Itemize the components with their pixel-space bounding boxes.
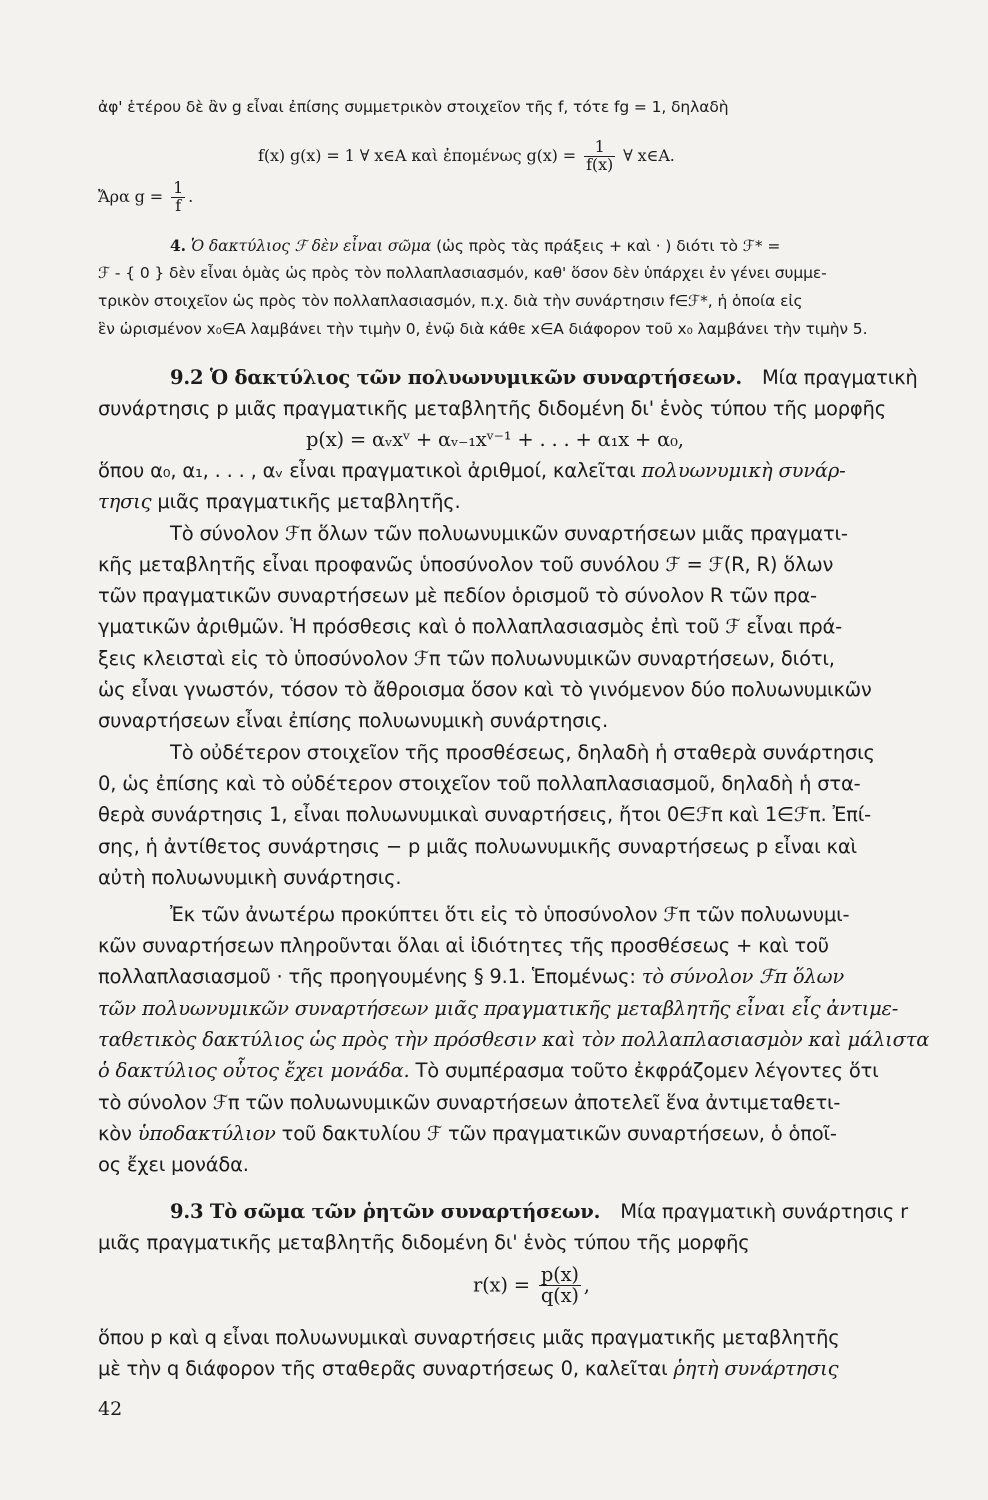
italic-term: τησις	[98, 490, 152, 513]
text-line: τῶν πραγματικῶν συναρτήσεων μὲ πεδίον ὁρισμοῦ τὸ σύνολον R τῶν πρα-	[98, 584, 817, 607]
text-line	[98, 459, 846, 482]
text-line: ἓν ὡρισμένον x₀∈A λαμβάνει τὴν τιμὴν 0, ἐνῷ διὰ κάθε x∈A διάφορον τοῦ x₀ λαμβάνει τὴν τιμὴν 5.	[98, 320, 868, 338]
italic-statement: ὁ δακτύλιος οὗτος ἔχει μονάδα.	[98, 1059, 410, 1082]
text-line: ὅπου p καὶ q εἶναι πολυωνυμικαὶ συναρτήσεις μιᾶς πραγματικῆς μεταβλητῆς	[98, 1326, 840, 1349]
page-number: 42	[98, 1398, 123, 1420]
fraction	[539, 1265, 581, 1307]
text-line: Τὸ οὐδέτερον στοιχεῖον τῆς προσθέσεως, δηλαδὴ ἡ σταθερὰ συνάρτησις	[170, 741, 875, 764]
text-line: αὐτὴ πολυωνυμικὴ συνάρτησις.	[98, 866, 402, 889]
italic-term: ὑποδακτύλιον	[137, 1122, 276, 1145]
fraction-numerator: 1	[173, 178, 184, 197]
text-line: μιᾶς πραγματικῆς μεταβλητῆς διδομένη δι' ἑνὸς τύπου τῆς μορφῆς	[98, 1231, 750, 1254]
fraction-denominator: q(x)	[540, 1284, 579, 1308]
text-line: ξεις κλεισταὶ εἰς τὸ ὑποσύνολον ℱπ τῶν πολυωνυμικῶν συναρτήσεων, διότι,	[98, 647, 835, 670]
italic-term: ῥητὴ συνάρτησις	[673, 1357, 839, 1380]
fraction-numerator: p(x)	[540, 1263, 579, 1286]
text-span: Μία πραγματικὴ	[761, 366, 918, 389]
text-line: τρικὸν στοιχεῖον ὡς πρὸς τὸν πολλαπλασιασμόν, π.χ. διὰ τὴν συνάρτησιν f∈ℱ*, ἡ ὁποία εἰς	[98, 292, 803, 310]
section-heading: 9.2 Ὁ δακτύλιος τῶν πολυωνυμικῶν συναρτήσεων.	[170, 366, 742, 389]
text-line: 0, ὡς ἐπίσης καὶ τὸ οὐδέτερον στοιχεῖον τοῦ πολλαπλασιασμοῦ, δηλαδὴ ἡ στα-	[98, 772, 861, 795]
text-span: Μία πραγματικὴ συνάρτησις r	[620, 1200, 908, 1223]
equation-text: ,	[583, 1273, 590, 1297]
text-line: τὸ σύνολον ℱπ τῶν πολυωνυμικῶν συναρτήσεων ἀποτελεῖ ἕνα ἀντιμεταθετι-	[98, 1091, 841, 1114]
italic-term: πολυωνυμικὴ συνάρ-	[641, 459, 846, 482]
text-line	[170, 236, 780, 255]
text-line: Ἐκ τῶν ἀνωτέρω προκύπτει ὅτι εἰς τὸ ὑποσύνολον ℱπ τῶν πολυωνυμι-	[170, 903, 850, 926]
italic-statement: Ὁ δακτύλιος ℱ δὲν εἶναι σῶμα	[190, 237, 432, 255]
equation-line	[473, 1265, 590, 1307]
equation-text: r(x) =	[473, 1273, 530, 1297]
item-number: 4.	[170, 236, 186, 255]
text-span: (ὡς πρὸς τὰς πράξεις + καὶ · ) διότι τὸ ℱ* =	[436, 237, 781, 255]
text-line: κῶν συναρτήσεων πληροῦνται ὅλαι αἱ ἰδιότητες τῆς προσθέσεως + καὶ τοῦ	[98, 934, 829, 957]
text-span: μιᾶς πραγματικῆς μεταβλητῆς.	[157, 490, 461, 513]
text-line: συνάρτησις p μιᾶς πραγματικῆς μεταβλητῆς διδομένη δι' ἑνὸς τύπου τῆς μορφῆς	[98, 397, 886, 420]
text-line: ℱ - { 0 } δὲν εἶναι ὁμὰς ὡς πρὸς τὸν πολλαπλασιασμόν, καθ' ὅσον δὲν ὑπάρχει ἐν γένει συμμε-	[98, 264, 827, 282]
text-line: ἀφ' ἑτέρου δὲ ἂν g εἶναι ἐπίσης συμμετρικὸν στοιχεῖον τῆς f, τότε fg = 1, δηλαδὴ	[98, 98, 729, 116]
text-line	[98, 1059, 879, 1082]
text-line: σης, ἡ ἀντίθετος συνάρτησις − p μιᾶς πολυωνυμικῆς συναρτήσεως p εἶναι καὶ	[98, 835, 857, 858]
equation-text: f(x) g(x) = 1 ∀ x∈A καὶ ἐπομένως g(x) =	[258, 145, 577, 165]
text-line	[98, 490, 461, 513]
text-span: πολλαπλασιασμοῦ · τῆς προηγουμένης § 9.1. Ἑπομένως:	[98, 965, 636, 988]
text-span: κὸν	[98, 1122, 132, 1145]
equation-line	[258, 139, 675, 174]
text-span: ὅπου α₀, α₁, . . . , αᵥ εἶναι πραγματικοὶ ἀριθμοί, καλεῖται	[98, 459, 636, 482]
text-line: Τὸ σύνολον ℱπ ὅλων τῶν πολυωνυμικῶν συναρτήσεων μιᾶς πραγματι-	[170, 522, 848, 545]
text-line	[98, 965, 844, 988]
fraction-numerator: 1	[584, 139, 615, 157]
section-heading-line	[170, 366, 918, 389]
text-line: ος ἔχει μονάδα.	[98, 1153, 249, 1176]
fraction	[171, 180, 185, 215]
text-line: κῆς μεταβλητῆς εἶναι προφανῶς ὑποσύνολον τοῦ συνόλου ℱ = ℱ(R, R) ὅλων	[98, 553, 834, 576]
text-line: ταθετικὸς δακτύλιος ὡς πρὸς τὴν πρόσθεσιν καὶ τὸν πολλαπλασιασμὸν καὶ μάλιστα	[98, 1028, 930, 1051]
text-line: γματικῶν ἀριθμῶν. Ἡ πρόσθεσις καὶ ὁ πολλαπλασιασμὸς ἐπὶ τοῦ ℱ εἶναι πρά-	[98, 615, 843, 638]
fraction-denominator: f(x)	[586, 154, 614, 174]
text-span: τοῦ δακτυλίου ℱ τῶν πραγματικῶν συναρτήσεων, ὁ ὁποῖ-	[281, 1122, 837, 1145]
fraction	[584, 139, 615, 174]
text-line	[98, 1122, 837, 1145]
equation-text: ∀ x∈A.	[623, 145, 675, 165]
text-line: τῶν πολυωνυμικῶν συναρτήσεων μιᾶς πραγματικῆς μεταβλητῆς εἶναι εἷς ἀντιμε-	[98, 997, 899, 1020]
section-heading: 9.3 Τὸ σῶμα τῶν ῥητῶν συναρτήσεων.	[170, 1200, 601, 1223]
text-line: ὡς εἶναι γνωστόν, τόσον τὸ ἄθροισμα ὅσον καὶ τὸ γινόμενον δύο πολυωνυμικῶν	[98, 678, 872, 701]
equation-line: Ἄρα g = $\frac{1}{f}$ .	[98, 178, 194, 215]
text-span: μὲ τὴν q διάφορον τῆς σταθερᾶς συναρτήσεως 0, καλεῖται	[98, 1357, 668, 1380]
equation-text: Ἄρα g =	[98, 186, 164, 206]
text-line: θερὰ συνάρτησις 1, εἶναι πολυωνυμικαὶ συναρτήσεις, ἤτοι 0∈ℱπ καὶ 1∈ℱπ. Ἐπί-	[98, 803, 871, 826]
section-heading-line	[170, 1200, 908, 1223]
text-line: συναρτήσεων εἶναι ἐπίσης πολυωνυμικὴ συνάρτησις.	[98, 709, 609, 732]
italic-statement: τὸ σύνολον ℱπ ὅλων	[641, 965, 844, 988]
equation-line: p(x) = αᵥxᵛ + αᵥ₋₁xᵛ⁻¹ + . . . + α₁x + α₀,	[306, 428, 684, 451]
text-span: Τὸ συμπέρασμα τοῦτο ἐκφράζομεν λέγοντες ὅτι	[415, 1059, 879, 1082]
fraction-denominator: f	[175, 195, 182, 215]
text-line	[98, 1357, 838, 1380]
